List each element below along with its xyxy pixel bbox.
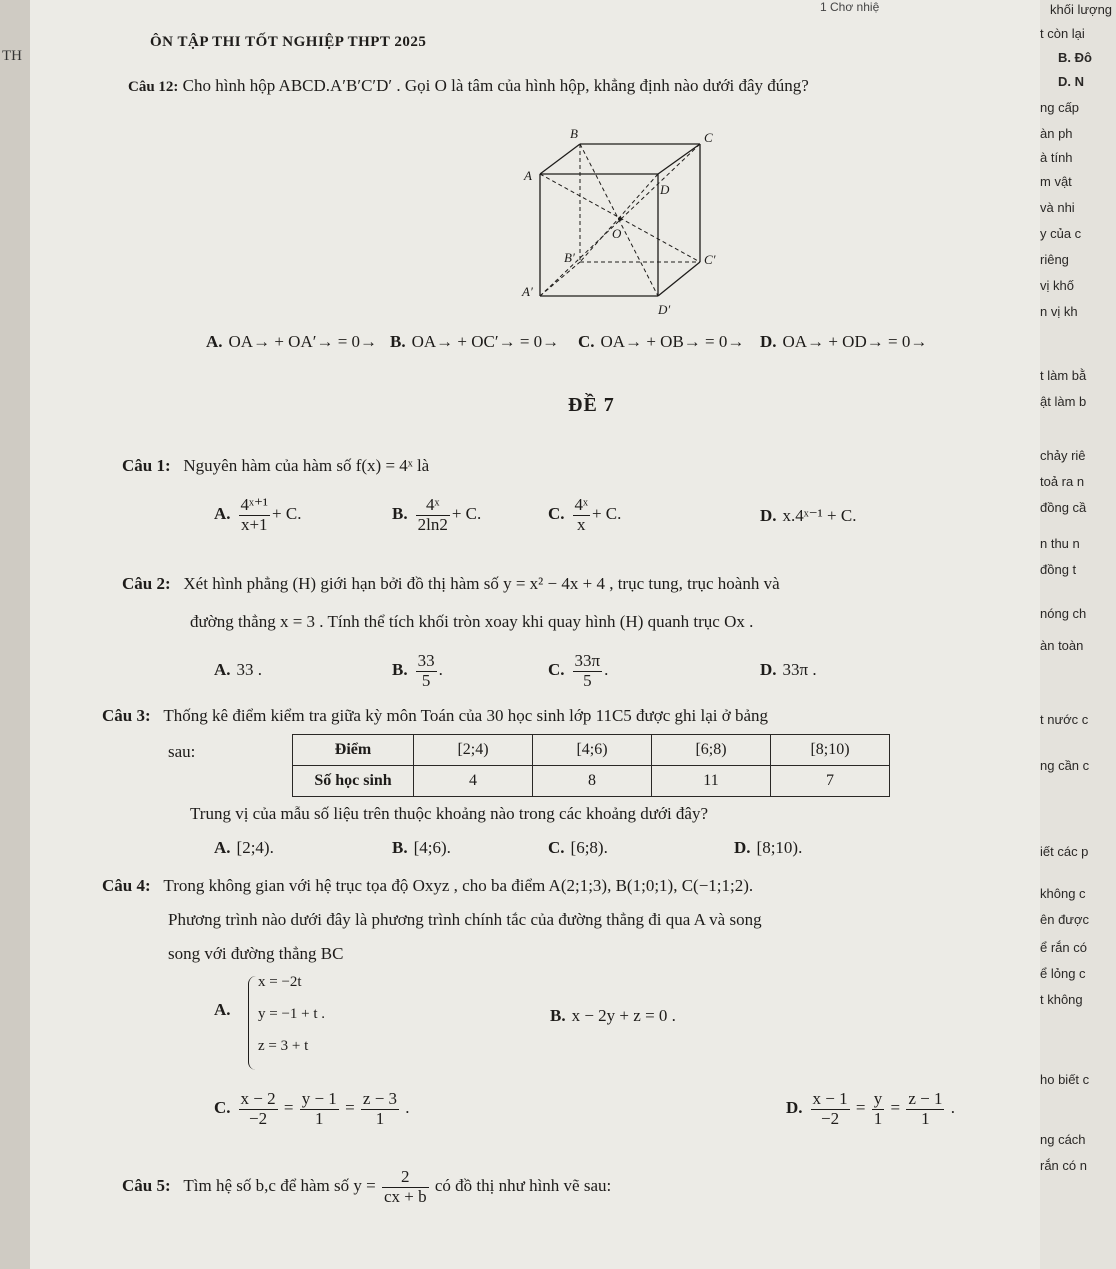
fig-label-c1: C′ — [704, 252, 716, 267]
q3-question: Trung vị của mẫu số liệu trên thuộc khoảng nào trong các khoảng dưới đây? — [190, 804, 709, 823]
side-text-line: đồng t — [1040, 562, 1077, 577]
q3-text-line1: Thống kê điểm kiểm tra giữa kỳ môn Toán của 30 học sinh lớp 11C5 được ghi lại ở bảng — [163, 706, 769, 725]
top-fragment-text: 1 Chơ nhiệ — [820, 0, 880, 14]
side-text-line: ể lỏng c — [1040, 966, 1086, 981]
fig-label-b1: B′ — [564, 250, 575, 265]
table-cell: [6;8) — [652, 735, 771, 766]
table-cell: 8 — [533, 766, 652, 797]
q3-label: Câu 3: — [102, 706, 151, 725]
q4-option-a-eq3: z = 3 + t — [258, 1038, 309, 1054]
fig-label-a: A — [524, 168, 532, 183]
side-text-line: nóng ch — [1040, 606, 1087, 621]
side-text-line: B. Đô — [1058, 50, 1092, 65]
table-cell: [8;10) — [771, 735, 890, 766]
q3-option-b[interactable]: B. [4;6). — [392, 838, 451, 857]
side-text-line: chảy riê — [1040, 448, 1086, 463]
q2-option-a[interactable]: A. 33 . — [214, 660, 263, 679]
side-text-line: đồng cầ — [1040, 500, 1087, 515]
q4-option-a-eq1: x = −2t — [258, 974, 302, 990]
fig-label-d: D — [660, 182, 670, 197]
q4-statement-line3: song với đường thẳng BC — [168, 944, 344, 963]
side-text-line: iết các p — [1040, 844, 1089, 859]
system-brace — [248, 976, 257, 1070]
q4-text-line1: Trong không gian với hệ trục tọa độ Oxyz , cho ba điểm A(2;1;3), B(1;0;1), C(−1;1;2). — [163, 876, 754, 895]
edge-ab — [540, 144, 580, 174]
q1-label: Câu 1: — [122, 456, 171, 475]
q3-statement-line2: sau: — [168, 742, 196, 761]
q2-option-b[interactable]: B. $\frac{33}{5}$ . — [392, 651, 443, 690]
exam-title: ĐỀ 7 — [568, 394, 615, 416]
edge-d1c1 — [658, 262, 700, 296]
fig-label-a1: A′ — [522, 284, 533, 299]
worksheet-page — [30, 0, 1040, 1269]
q1-option-a[interactable]: A. $\frac{\text{4ˣ⁺¹}}{x+1}$ + C. — [214, 495, 302, 534]
side-text-line: vị khố — [1040, 278, 1074, 293]
side-text-line: rắn có n — [1040, 1158, 1087, 1173]
q3-statement-line1 — [102, 706, 768, 726]
side-text-line: và nhi — [1040, 200, 1075, 215]
fig-label-c: C — [704, 130, 713, 145]
q4-label: Câu 4: — [102, 876, 151, 895]
parallelepiped-figure — [508, 124, 716, 319]
q2-text-line1: Xét hình phẳng (H) giới hạn bởi đồ thị hàm số y = x² − 4x + 4 , trục tung, trục hoành và — [183, 574, 780, 593]
side-text-line: t còn lại — [1040, 26, 1085, 41]
adjacent-page-column — [1040, 0, 1116, 1269]
q4-option-a-eq2: y = −1 + t . — [258, 1006, 326, 1022]
side-text-line: àn toàn — [1040, 638, 1084, 653]
table-cell: [2;4) — [414, 735, 533, 766]
side-text-line: m vật — [1040, 174, 1072, 189]
q3-option-d[interactable]: D. [8;10). — [734, 838, 803, 857]
q1-statement — [122, 456, 429, 476]
q12-option-a[interactable]: A. OA→ + OA′→ = 0→ — [206, 332, 378, 351]
side-text-line: toả ra n — [1040, 474, 1085, 489]
side-text-line: y của c — [1040, 226, 1082, 241]
q4-statement-line1 — [102, 876, 753, 896]
table-row — [293, 735, 890, 766]
q2-statement-line1 — [122, 574, 780, 594]
side-text-line: khối lượng — [1050, 2, 1113, 17]
side-text-line: ể rắn có — [1040, 940, 1087, 955]
side-text-line: t nước c — [1040, 712, 1089, 727]
table-cell: 11 — [652, 766, 771, 797]
q2-option-d[interactable]: D. 33π . — [760, 660, 817, 679]
side-text-line: à tính — [1040, 150, 1073, 165]
q12-label: Câu 12: — [128, 79, 179, 95]
q1-option-c[interactable]: C. $\frac{\text{4ˣ}}{x}$ + C. — [548, 495, 622, 534]
side-text-line: ật làm b — [1040, 394, 1087, 409]
fig-label-o: O — [612, 226, 622, 241]
page-header-title: ÔN TẬP THI TỐT NGHIỆP THPT 2025 — [150, 34, 427, 50]
q4-option-c[interactable]: C. $\frac{x - 2}{-2}$ = $\frac{y - 1}{1}$ = $\frac{z - 3}{1}$ . — [214, 1089, 410, 1128]
q5-fraction-den: cx + b — [383, 1186, 427, 1206]
fig-label-d1: D′ — [658, 302, 671, 317]
q4-option-d[interactable]: D. $\frac{x - 1}{-2}$ = $\frac{y}{1}$ = $\frac{z - 1}{1}$ . — [786, 1089, 955, 1128]
q5-text-post: có đồ thị như hình vẽ sau: — [434, 1176, 612, 1196]
q2-option-c[interactable]: C. $\frac{33\pi}{5}$ . — [548, 651, 609, 690]
q3-option-a[interactable]: A. [2;4). — [214, 838, 274, 857]
q12-statement — [128, 76, 809, 96]
q4-option-b[interactable]: B. x − 2y + z = 0 . — [550, 1006, 676, 1025]
q4-option-a[interactable]: A. — [214, 1000, 231, 1019]
table-header-cell: Số học sinh — [293, 766, 414, 797]
q5-statement — [122, 1168, 611, 1206]
side-text-line: ho biết c — [1040, 1072, 1090, 1087]
q12-text: Cho hình hộp ABCD.A′B′C′D′ . Gọi O là tâm của hình hộp, khẳng định nào dưới đây đúng? — [182, 76, 809, 95]
edge-dc — [658, 144, 700, 174]
q4-statement-line2: Phương trình nào dưới đây là phương trình chính tắc của đường thẳng đi qua A và song — [168, 910, 762, 929]
table-cell: 4 — [414, 766, 533, 797]
side-text-line: D. N — [1058, 74, 1084, 89]
table-cell: [4;6) — [533, 735, 652, 766]
side-text-line: n thu n — [1040, 536, 1080, 551]
side-text-line: t không — [1040, 992, 1083, 1007]
side-text-line: ng cách — [1040, 1132, 1086, 1147]
q12-option-b[interactable]: B. OA→ + OC′→ = 0→ — [390, 332, 560, 351]
side-text-line: ên được — [1040, 912, 1090, 927]
side-text-line: riêng — [1040, 252, 1069, 267]
side-text-line: ng cấp — [1040, 100, 1080, 115]
q5-fraction-num: 2 — [382, 1168, 429, 1188]
table-cell: 7 — [771, 766, 890, 797]
table-row — [293, 766, 890, 797]
side-text-line: n vị kh — [1040, 304, 1078, 319]
q1-option-b[interactable]: B. $\frac{\text{4ˣ}}{2\ln 2}$ + C. — [392, 495, 482, 534]
side-text-line: àn ph — [1040, 126, 1073, 141]
side-text-line: t làm bằ — [1040, 368, 1087, 383]
q5-text-pre: Tìm hệ số b,c để hàm số y = — [183, 1176, 376, 1196]
left-margin-strip — [0, 0, 30, 1269]
q1-text: Nguyên hàm của hàm số f(x) = 4ˣ là — [183, 456, 430, 475]
fig-label-b: B — [570, 126, 578, 141]
q12-option-c[interactable]: C. OA→ + OB→ = 0→ — [578, 332, 745, 351]
table-header-cell: Điểm — [293, 735, 414, 766]
q3-option-c[interactable]: C. [6;8). — [548, 838, 608, 857]
left-fragment-text: TH — [2, 48, 22, 64]
q12-option-d[interactable]: D. OA→ + OD→ = 0→ — [760, 332, 928, 351]
q2-statement-line2: đường thẳng x = 3 . Tính thể tích khối tròn xoay khi quay hình (H) quanh trục Ox . — [190, 612, 754, 631]
q5-label: Câu 5: — [122, 1176, 171, 1196]
q2-label: Câu 2: — [122, 574, 171, 593]
center-point-o — [618, 217, 622, 221]
q1-option-d[interactable]: D. x.4ˣ⁻¹ + C. — [760, 506, 857, 525]
score-table — [292, 734, 890, 797]
side-text-line: ng cần c — [1040, 758, 1090, 773]
side-text-line: không c — [1040, 886, 1086, 901]
